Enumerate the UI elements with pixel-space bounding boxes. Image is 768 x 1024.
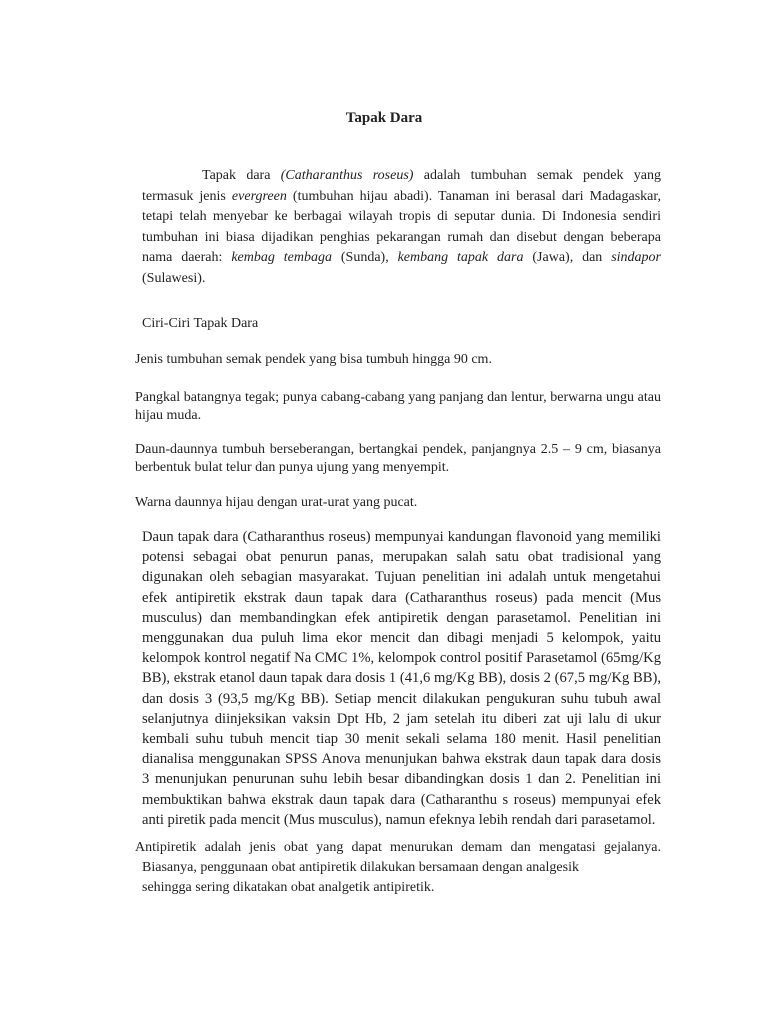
- characteristic-paragraph: Daun-daunnya tumbuh berseberangan, bertangkai pendek, panjangnya 2.5 – 9 cm, biasanya berbentuk bulat telur dan punya ujung yang menyempit.: [135, 442, 661, 475]
- intro-text: (Sulawesi).: [142, 270, 206, 286]
- intro-text: (Jawa), dan: [523, 250, 612, 266]
- antipyretic-line: Antipiretik adalah jenis obat yang dapat menurukan demam dan mengatasi gejalanya.: [135, 840, 661, 855]
- antipyretic-line: sehingga sering dikatakan obat analgetik antipiretik.: [142, 880, 435, 896]
- characteristic-paragraph: Warna daunnya hijau dengan urat-urat yang pucat.: [135, 495, 418, 510]
- characteristic-paragraph: Jenis tumbuhan semak pendek yang bisa tumbuh hingga 90 cm.: [135, 352, 492, 367]
- intro-paragraph: [142, 166, 661, 290]
- intro-text: (tumbuhan hijau abadi). Tanaman ini berasal dari Madagaskar, tetapi telah menyebar ke berbagai wilayah tropis di seputar dunia. Di Indonesia sendiri tumbuhan ini biasa dijadikan penghias pekarangan rumah dan disebut dengan beberapa nama daerah:: [142, 188, 661, 266]
- document-title: Tapak Dara: [345, 110, 423, 126]
- intro-text: adalah tumbuhan semak pendek yang termasuk jenis: [142, 168, 661, 204]
- section-heading: Ciri-Ciri Tapak Dara: [142, 316, 259, 331]
- intro-evergreen: evergreen: [231, 188, 287, 204]
- intro-text: Tapak dara: [202, 168, 281, 183]
- abstract-paragraph: Daun tapak dara (Catharanthus roseus) mempunyai kandungan flavonoid yang memiliki potensi sebagai obat penurun panas, merupakan salah satu obat tradisional yang digunakan oleh sebagian masyarakat. Tujuan penelitian ini adalah untuk mengetahui efek antipiretik ekstrak daun tapak dara (Catharanthus roseus) pada mencit (Mus musculus) dan membandingkan efek antipiretik dengan parasetamol. Penelitian ini menggunakan dua puluh lima ekor mencit dan dibagi menjadi 5 kelompok, yaitu kelompok kontrol negatif Na CMC 1%, kelompok control positif Parasetamol (65mg/Kg BB), ekstrak etanol daun tapak dara dosis 1 (41,6 mg/Kg BB), dosis 2 (67,5 mg/Kg BB), dan dosis 3 (93,5 mg/Kg BB). Setiap mencit dilakukan pengukuran suhu tubuh awal selanjutnya diinjeksikan vaksin Dpt Hb, 2 jam setelah itu diberi zat uji lalu di ukur kembali suhu tubuh mencit tiap 30 menit sekali selama 180 menit. Hasil penelitian dianalisa menggunakan SPSS Anova menunjukan bahwa ekstrak daun tapak dara dosis 3 menunjukan penurunan suhu lebih besar dibandingkan dosis 1 dan 2. Penelitian ini membuktikan bahwa ekstrak daun tapak dara (Catharanthu s roseus) mempunyai efek anti piretik pada mencit (Mus musculus), namun efeknya lebih rendah dari parasetamol.: [142, 529, 661, 828]
- characteristic-paragraph: Pangkal batangnya tegak; punya cabang-cabang yang panjang dan lentur, berwarna ungu atau hijau muda.: [135, 390, 661, 423]
- antipyretic-paragraph: [135, 838, 661, 899]
- intro-latin-name: (Catharanthus roseus): [280, 168, 414, 183]
- intro-regional-name: kembag tembaga: [231, 250, 332, 266]
- intro-text: (Sunda),: [331, 250, 398, 266]
- intro-regional-name: sindapor: [611, 250, 661, 266]
- intro-regional-name: kembang tapak dara: [397, 250, 524, 266]
- antipyretic-line: Biasanya, penggunaan obat antipiretik dilakukan bersamaan dengan analgesik: [142, 860, 579, 876]
